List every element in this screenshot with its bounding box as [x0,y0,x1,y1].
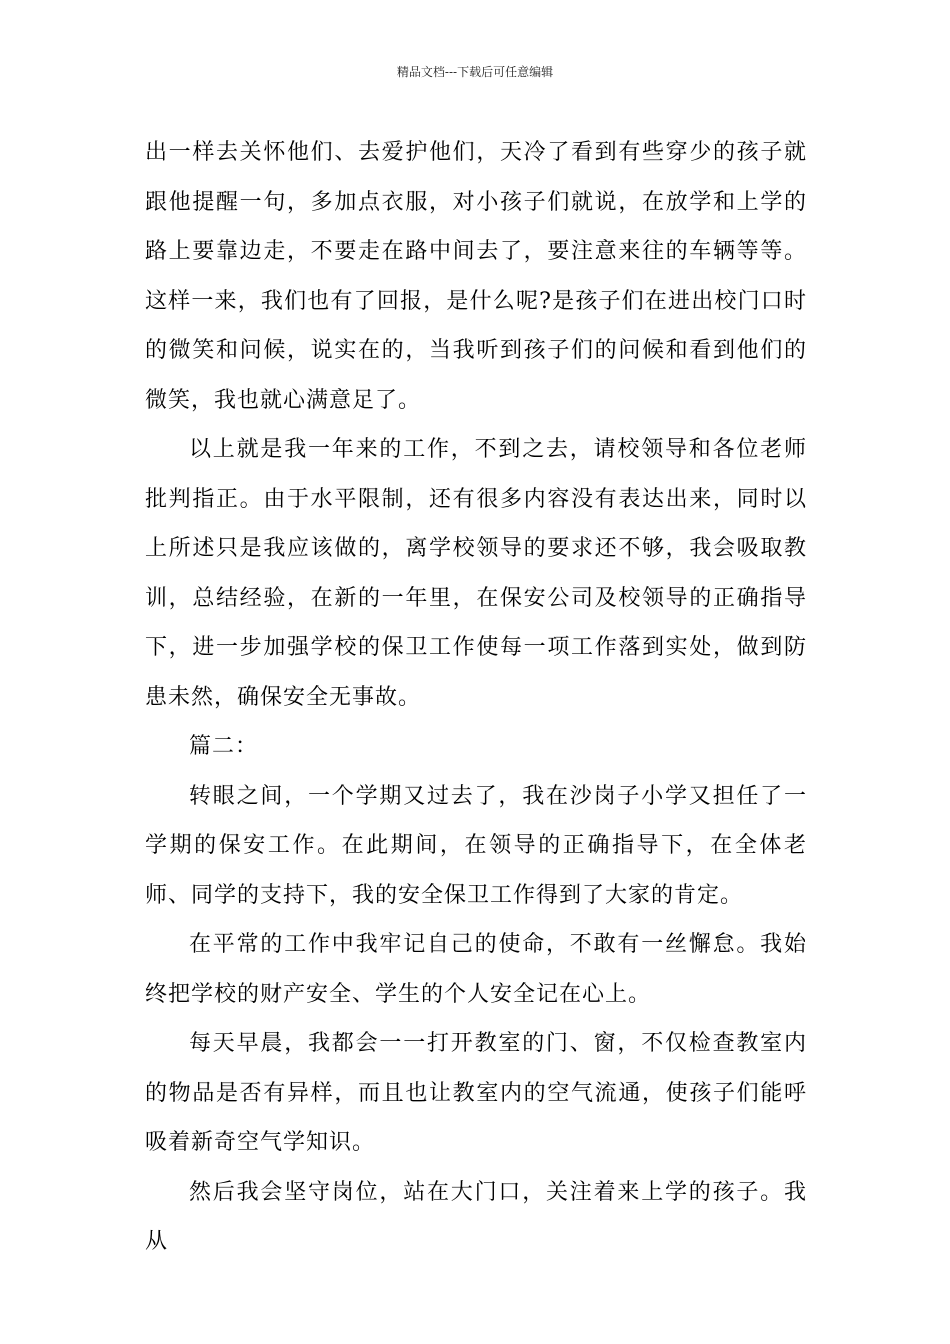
paragraph-4: 在平常的工作中我牢记自己的使命，不敢有一丝懈怠。我始终把学校的财产安全、学生的个人安全记在心上。 [145,932,807,1007]
paragraph-6: 然后我会坚守岗位，站在大门口，关注着来上学的孩子。我从 [145,1179,807,1254]
document-body [145,128,807,1267]
paragraph-1: 出一样去关怀他们、去爱护他们，天冷了看到有些穿少的孩子就跟他提醒一句，多加点衣服，对小孩子们就说，在放学和上学的路上要靠边走，不要走在路中间去了，要注意来往的车辆等等。这样一来，我们也有了回报，是什么呢?是孩子们在进出校门口时的微笑和问候，说实在的，当我听到孩子们的问候和看到他们的微笑，我也就心满意足了。 [145,140,807,413]
paragraph-2: 以上就是我一年来的工作，不到之去，请校领导和各位老师批判指正。由于水平限制，还有很多内容没有表达出来，同时以上所述只是我应该做的，离学校领导的要求还不够，我会吸取教训，总结经验，在新的一年里，在保安公司及校领导的正确指导下，进一步加强学校的保卫工作使每一项工作落到实处，做到防患未然，确保安全无事故。 [145,437,807,710]
paragraph-3: 转眼之间，一个学期又过去了，我在沙岗子小学又担任了一学期的保安工作。在此期间，在领导的正确指导下，在全体老师、同学的支持下，我的安全保卫工作得到了大家的肯定。 [145,783,807,908]
page-header: 精品文档---下载后可任意编辑 [396,65,554,79]
paragraph-5: 每天早晨，我都会一一打开教室的门、窗，不仅检查教室内的物品是否有异样，而且也让教室内的空气流通，使孩子们能呼吸着新奇空气学知识。 [145,1031,807,1155]
section-heading: 篇二： [189,734,259,759]
